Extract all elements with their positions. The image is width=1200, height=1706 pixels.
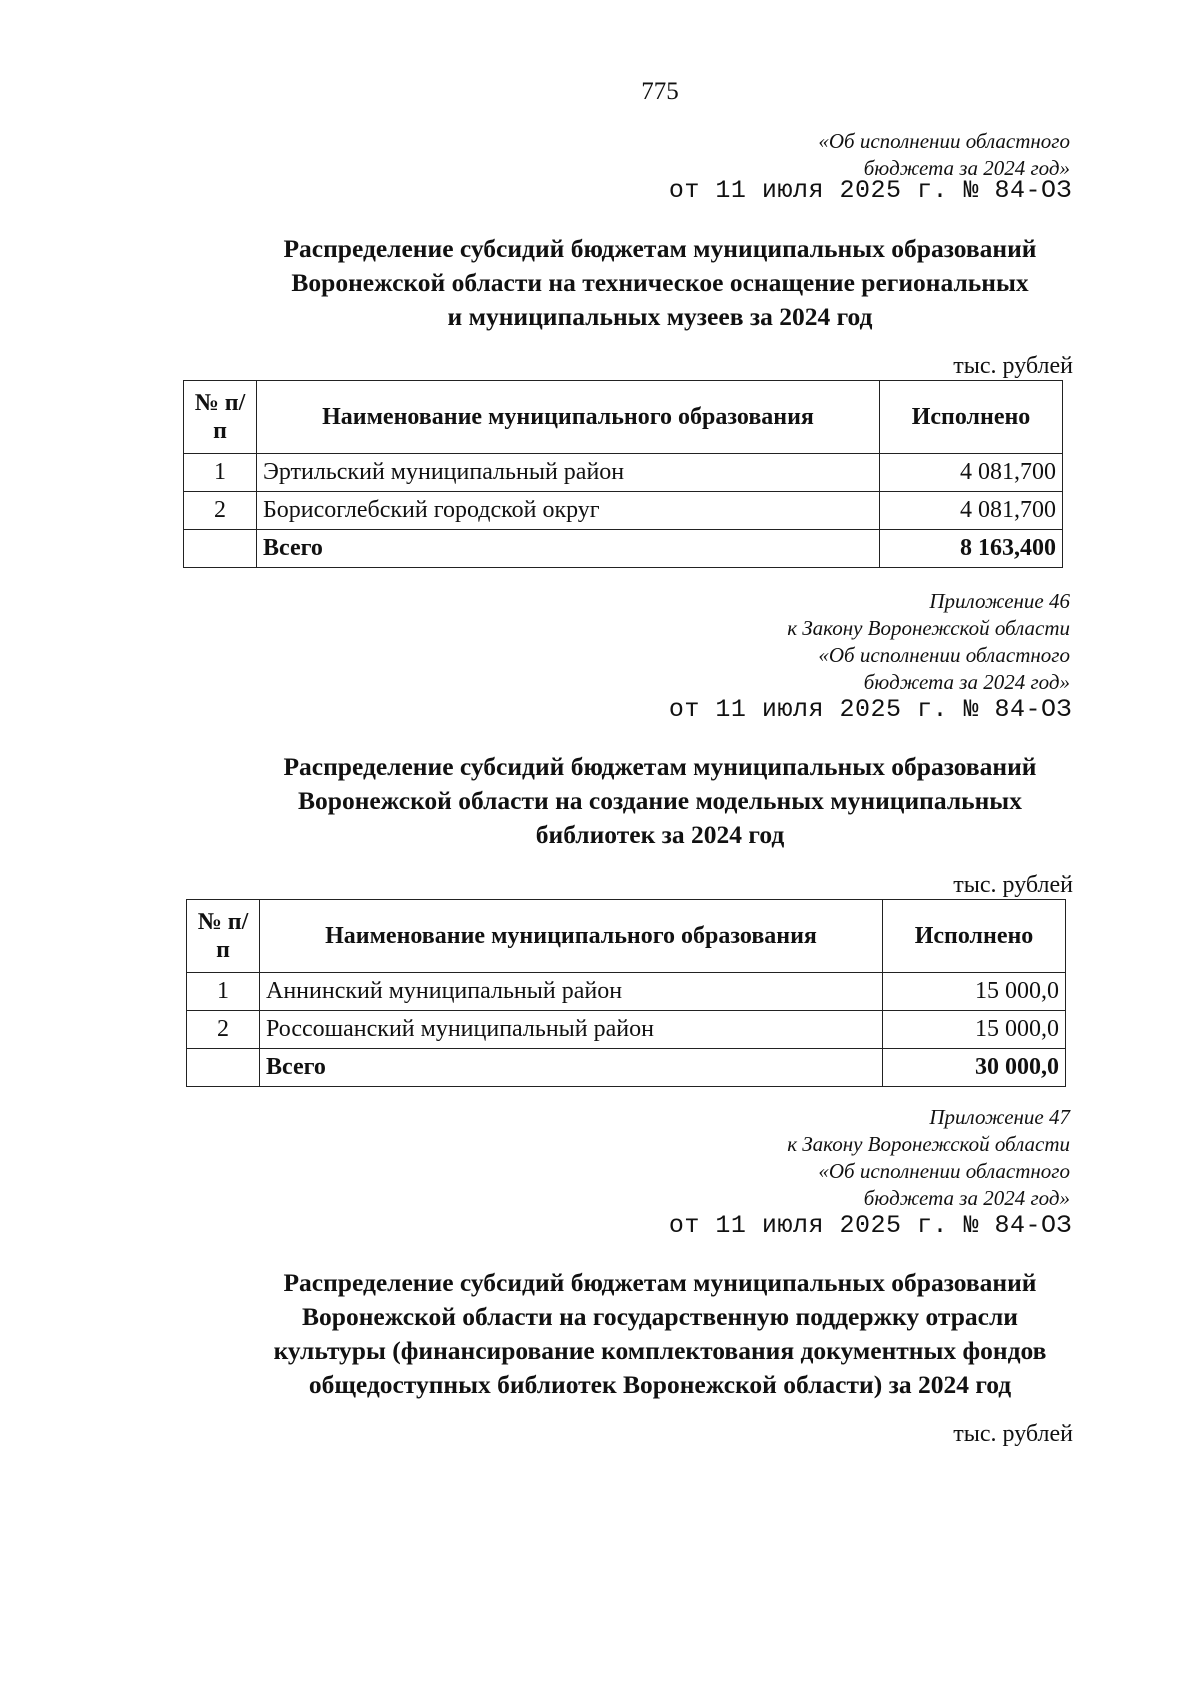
law-date: от 11 июля 2025 г. № 84-ОЗ (668, 1211, 1072, 1240)
title-line: библиотек за 2024 год (535, 820, 785, 849)
subsidy-table (183, 380, 1063, 568)
row-number: 2 (187, 1011, 260, 1049)
appendix-line: к Закону Воронежской области (787, 1132, 1070, 1156)
col-header-name: Наименование муниципального образования (260, 900, 883, 973)
row-name: Россошанский муниципальный район (260, 1011, 883, 1049)
row-name: Борисоглебский городской округ (257, 492, 880, 530)
total-label: Всего (260, 1049, 883, 1087)
title-line: Распределение субсидий бюджетам муниципальных образований (283, 1268, 1037, 1297)
row-value: 15 000,0 (883, 1011, 1066, 1049)
units-label: тыс. рублей (953, 872, 1073, 898)
law-date: от 11 июля 2025 г. № 84-ОЗ (668, 176, 1072, 205)
total-value: 8 163,400 (880, 530, 1063, 568)
appendix-header (787, 1104, 1070, 1212)
appendix-line: бюджета за 2024 год» (863, 1186, 1070, 1210)
total-empty-cell (184, 530, 257, 568)
appendix-number: Приложение 47 (929, 1105, 1070, 1129)
appendix-line: бюджета за 2024 год» (863, 670, 1070, 694)
section-title (130, 232, 1190, 334)
title-line: общедоступных библиотек Воронежской области) за 2024 год (308, 1370, 1012, 1399)
title-line: и муниципальных музеев за 2024 год (447, 302, 873, 331)
row-number: 1 (187, 973, 260, 1011)
total-row (187, 1049, 1066, 1087)
appendix-line: «Об исполнении областного (818, 643, 1070, 667)
table-row (187, 973, 1066, 1011)
title-line: культуры (финансирование комплектования документных фондов (273, 1336, 1047, 1365)
row-name: Эртильский муниципальный район (257, 454, 880, 492)
total-value: 30 000,0 (883, 1049, 1066, 1087)
title-line: Распределение субсидий бюджетам муниципальных образований (283, 234, 1037, 263)
row-value: 4 081,700 (880, 454, 1063, 492)
top-header (818, 128, 1070, 182)
header-line: бюджета за 2024 год» (863, 156, 1070, 180)
title-line: Воронежской области на техническое оснащение региональных (291, 268, 1029, 297)
section-title (130, 750, 1190, 852)
row-number: 1 (184, 454, 257, 492)
total-label: Всего (257, 530, 880, 568)
table-header-row (184, 381, 1063, 454)
units-label: тыс. рублей (953, 1421, 1073, 1447)
appendix-header (787, 588, 1070, 696)
total-empty-cell (187, 1049, 260, 1087)
col-header-name: Наименование муниципального образования (257, 381, 880, 454)
section-title (130, 1266, 1190, 1402)
total-row (184, 530, 1063, 568)
col-header-executed: Исполнено (883, 900, 1066, 973)
title-line: Распределение субсидий бюджетам муниципальных образований (283, 752, 1037, 781)
row-number: 2 (184, 492, 257, 530)
table-row (187, 1011, 1066, 1049)
title-line: Воронежской области на создание модельных муниципальных (298, 786, 1022, 815)
subsidy-table (186, 899, 1066, 1087)
header-line: «Об исполнении областного (818, 129, 1070, 153)
row-value: 15 000,0 (883, 973, 1066, 1011)
table-row (184, 454, 1063, 492)
appendix-number: Приложение 46 (929, 589, 1070, 613)
units-label: тыс. рублей (953, 353, 1073, 379)
law-date: от 11 июля 2025 г. № 84-ОЗ (668, 695, 1072, 724)
table-row (184, 492, 1063, 530)
title-line: Воронежской области на государственную поддержку отрасли (302, 1302, 1018, 1331)
appendix-line: «Об исполнении областного (818, 1159, 1070, 1183)
page-number: 775 (641, 78, 679, 105)
col-header-executed: Исполнено (880, 381, 1063, 454)
row-value: 4 081,700 (880, 492, 1063, 530)
row-name: Аннинский муниципальный район (260, 973, 883, 1011)
table-header-row (187, 900, 1066, 973)
col-header-number: № п/п (187, 900, 260, 973)
col-header-number: № п/п (184, 381, 257, 454)
appendix-line: к Закону Воронежской области (787, 616, 1070, 640)
